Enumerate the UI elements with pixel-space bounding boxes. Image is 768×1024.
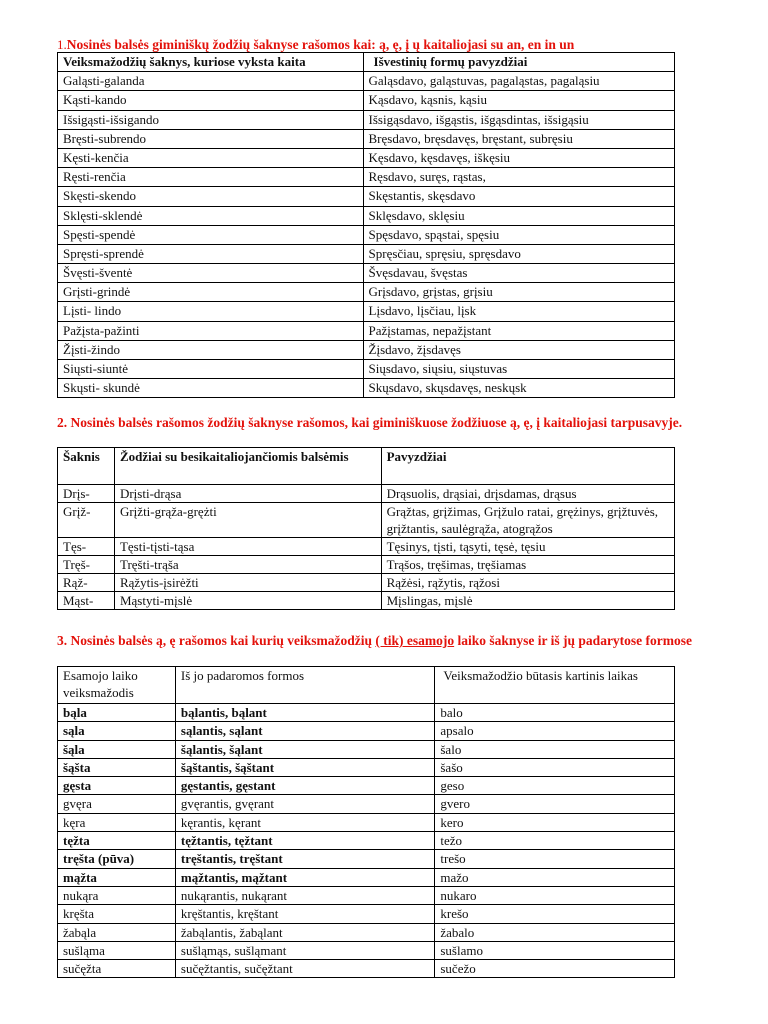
table-cell: trešo bbox=[435, 850, 675, 868]
table-row bbox=[58, 503, 675, 538]
table-cell: Siųsti-siuntė bbox=[58, 360, 364, 379]
table-cell: šąla bbox=[58, 740, 176, 758]
table-header-row bbox=[58, 448, 675, 485]
table-row bbox=[58, 206, 675, 225]
section3-heading bbox=[57, 632, 697, 649]
table-cell: šąlantis, šąlant bbox=[175, 740, 434, 758]
table-row bbox=[58, 302, 675, 321]
table-row bbox=[58, 592, 675, 610]
table-cell: Tręš- bbox=[58, 556, 115, 574]
table-cell: šašo bbox=[435, 758, 675, 776]
table-cell: Išsigąsti-išsigando bbox=[58, 110, 364, 129]
table-cell: Siųsdavo, siųsiu, siųstuvas bbox=[363, 360, 674, 379]
table-cell: Skęsti-skendo bbox=[58, 187, 364, 206]
table-cell: žabąlantis, žabąlant bbox=[175, 923, 434, 941]
table-cell: apsalo bbox=[435, 722, 675, 740]
table-cell: Pažįsta-pažinti bbox=[58, 321, 364, 340]
table-cell: Grąžtas, grįžimas, Grįžulo ratai, grężinys, grįžtuvės, grįžtantis, saulėgrąža, atogrąžos bbox=[381, 503, 674, 538]
table-row bbox=[58, 960, 675, 978]
table-row bbox=[58, 379, 675, 398]
table-header-row bbox=[58, 53, 675, 72]
section1-table-body bbox=[58, 72, 675, 398]
table-cell: krešo bbox=[435, 905, 675, 923]
table-cell: Galąsti-galanda bbox=[58, 72, 364, 91]
table-cell: sąla bbox=[58, 722, 176, 740]
section2-table bbox=[57, 447, 675, 610]
table-cell: mąžtantis, mąžtant bbox=[175, 868, 434, 886]
table-row bbox=[58, 868, 675, 886]
column-header: Iš jo padaromos formos bbox=[175, 667, 434, 704]
table-cell: Bręsti-subrendo bbox=[58, 129, 364, 148]
column-header: Žodžiai su besikaitaliojančiomis balsėmis bbox=[114, 448, 381, 485]
table-cell: Kęsdavo, kęsdavęs, iškęsiu bbox=[363, 148, 674, 167]
column-header: Esamojo laiko veiksmažodis bbox=[58, 667, 176, 704]
table-cell: Sklęsdavo, sklęsiu bbox=[363, 206, 674, 225]
table-row bbox=[58, 941, 675, 959]
table-row bbox=[58, 777, 675, 795]
table-cell: Švęsdavau, švęstas bbox=[363, 264, 674, 283]
table-cell: Žįsti-žindo bbox=[58, 340, 364, 359]
table-cell: Trąšos, tręšimas, tręšiamas bbox=[381, 556, 674, 574]
table-row bbox=[58, 360, 675, 379]
table-row bbox=[58, 485, 675, 503]
table-cell: nukąra bbox=[58, 886, 176, 904]
table-row bbox=[58, 850, 675, 868]
section3-title-underlined: ( tik) esamojo bbox=[375, 633, 455, 648]
table-cell: Skųsdavo, skųsdavęs, neskųsk bbox=[363, 379, 674, 398]
table-cell: Ręsti-renčia bbox=[58, 168, 364, 187]
table-cell: šąštantis, šąštant bbox=[175, 758, 434, 776]
table-cell: Tęsti-tįsti-tąsa bbox=[114, 538, 381, 556]
table-row bbox=[58, 538, 675, 556]
table-row bbox=[58, 244, 675, 263]
table-row bbox=[58, 795, 675, 813]
table-row bbox=[58, 813, 675, 831]
table-cell: Tęsinys, tįsti, tąsyti, tęsė, tęsiu bbox=[381, 538, 674, 556]
table-cell: nukaro bbox=[435, 886, 675, 904]
table-cell: sušląmąs, sušląmant bbox=[175, 941, 434, 959]
table-cell: bąla bbox=[58, 704, 176, 722]
table-cell: gęstantis, gęstant bbox=[175, 777, 434, 795]
table-cell: Drįsti-drąsa bbox=[114, 485, 381, 503]
table-cell: sučežo bbox=[435, 960, 675, 978]
table-row bbox=[58, 556, 675, 574]
section1-heading bbox=[57, 36, 757, 53]
table-cell: nukąrantis, nukąrant bbox=[175, 886, 434, 904]
table-row bbox=[58, 283, 675, 302]
section3-title-part: laiko šaknyse ir iš jų padarytose formose bbox=[454, 633, 693, 648]
table-cell: gvero bbox=[435, 795, 675, 813]
table-row bbox=[58, 923, 675, 941]
table-row bbox=[58, 187, 675, 206]
table-cell: Tęs- bbox=[58, 538, 115, 556]
table-cell: gvęrantis, gvęrant bbox=[175, 795, 434, 813]
section1-number: 1. bbox=[57, 37, 67, 52]
table-row bbox=[58, 574, 675, 592]
table-cell: Pažįstamas, nepažįstant bbox=[363, 321, 674, 340]
table-header-row bbox=[58, 667, 675, 704]
table-cell: Tręšti-trąša bbox=[114, 556, 381, 574]
table-cell: žabąla bbox=[58, 923, 176, 941]
table-cell: Spręsčiau, spręsiu, spręsdavo bbox=[363, 244, 674, 263]
table-cell: tęžta bbox=[58, 832, 176, 850]
table-cell: šąšta bbox=[58, 758, 176, 776]
table-row bbox=[58, 704, 675, 722]
table-row bbox=[58, 340, 675, 359]
table-cell: težo bbox=[435, 832, 675, 850]
table-row bbox=[58, 758, 675, 776]
table-cell: tęžtantis, tęžtant bbox=[175, 832, 434, 850]
table-cell: Mąst- bbox=[58, 592, 115, 610]
section3-title-part: 3. Nosinės balsės ą, ę rašomos kai kurių veiksmažodžių bbox=[57, 633, 376, 648]
table-cell: Ręsdavo, suręs, rąstas, bbox=[363, 168, 674, 187]
table-cell: Skųsti- skundė bbox=[58, 379, 364, 398]
section1-title: Nosinės balsės giminiškų žodžių šaknyse rašomos kai: ą, ę, į ų kaitaliojasi su an, en in un bbox=[66, 37, 575, 52]
table-row bbox=[58, 225, 675, 244]
table-row bbox=[58, 832, 675, 850]
table-cell: Išsigąsdavo, išgąstis, išgąsdintas, išsigąsiu bbox=[363, 110, 674, 129]
table-cell: Mąstyti-mįslė bbox=[114, 592, 381, 610]
table-cell: Žįsdavo, žįsdavęs bbox=[363, 340, 674, 359]
table-cell: Skęstantis, skęsdavo bbox=[363, 187, 674, 206]
table-cell: Grįsdavo, grįstas, grįsiu bbox=[363, 283, 674, 302]
column-header: Veiksmažodžių šaknys, kuriose vyksta kaita bbox=[58, 53, 364, 72]
section2-heading: 2. Nosinės balsės rašomos žodžių šaknyse rašomos, kai giminiškuose žodžiuose ą, ę, į kaitaliojasi tarpusavyje. bbox=[57, 415, 683, 430]
table-cell: Kąsti-kando bbox=[58, 91, 364, 110]
column-header: Išvestinių formų pavyzdžiai bbox=[363, 53, 674, 72]
table-row bbox=[58, 91, 675, 110]
table-cell: Rąžėsi, rąžytis, rąžosi bbox=[381, 574, 674, 592]
table-cell: gvęra bbox=[58, 795, 176, 813]
table-cell: kręšta bbox=[58, 905, 176, 923]
table-cell: Lįsdavo, lįsčiau, lįsk bbox=[363, 302, 674, 321]
table-cell: Bręsdavo, bręsdavęs, bręstant, subręsiu bbox=[363, 129, 674, 148]
section1-table bbox=[57, 52, 675, 398]
table-cell: kęra bbox=[58, 813, 176, 831]
table-cell: sušlamo bbox=[435, 941, 675, 959]
column-header: Šaknis bbox=[58, 448, 115, 485]
section3-table bbox=[57, 666, 675, 978]
table-cell: Galąsdavo, galąstuvas, pagaląstas, pagaląsiu bbox=[363, 72, 674, 91]
table-cell: sąlantis, sąlant bbox=[175, 722, 434, 740]
table-cell: Rąž- bbox=[58, 574, 115, 592]
table-row bbox=[58, 264, 675, 283]
table-row bbox=[58, 905, 675, 923]
table-cell: geso bbox=[435, 777, 675, 795]
table-row bbox=[58, 168, 675, 187]
column-header: Pavyzdžiai bbox=[381, 448, 674, 485]
table-cell: Švęsti-šventė bbox=[58, 264, 364, 283]
table-row bbox=[58, 722, 675, 740]
table-cell: Kęsti-kenčia bbox=[58, 148, 364, 167]
table-cell: Spęsti-spendė bbox=[58, 225, 364, 244]
table-row bbox=[58, 740, 675, 758]
table-cell: sučęžtantis, sučęžtant bbox=[175, 960, 434, 978]
table-cell: žabalo bbox=[435, 923, 675, 941]
table-row bbox=[58, 110, 675, 129]
table-cell: balo bbox=[435, 704, 675, 722]
table-cell: Rąžytis-įsirėžti bbox=[114, 574, 381, 592]
table-cell: Spręsti-sprendė bbox=[58, 244, 364, 263]
table-cell: kręštantis, kręštant bbox=[175, 905, 434, 923]
table-cell: Drįs- bbox=[58, 485, 115, 503]
table-cell: Drąsuolis, drąsiai, drįsdamas, drąsus bbox=[381, 485, 674, 503]
table-cell: Grįžti-grąža-grężti bbox=[114, 503, 381, 538]
table-row bbox=[58, 72, 675, 91]
table-cell: kęrantis, kęrant bbox=[175, 813, 434, 831]
table-row bbox=[58, 148, 675, 167]
column-header: Veiksmažodžio būtasis kartinis laikas bbox=[435, 667, 675, 704]
table-cell: Mįslingas, mįslė bbox=[381, 592, 674, 610]
table-cell: Kąsdavo, kąsnis, kąsiu bbox=[363, 91, 674, 110]
table-cell: Grįž- bbox=[58, 503, 115, 538]
table-row bbox=[58, 321, 675, 340]
table-row bbox=[58, 129, 675, 148]
table-cell: Grįsti-grindė bbox=[58, 283, 364, 302]
section3-table-body bbox=[58, 704, 675, 978]
table-cell: Sklęsti-sklendė bbox=[58, 206, 364, 225]
table-cell: kero bbox=[435, 813, 675, 831]
table-cell: bąlantis, bąlant bbox=[175, 704, 434, 722]
table-cell: šalo bbox=[435, 740, 675, 758]
table-cell: mąžta bbox=[58, 868, 176, 886]
table-cell: Spęsdavo, spąstai, spęsiu bbox=[363, 225, 674, 244]
table-cell: mažo bbox=[435, 868, 675, 886]
table-cell: tręšta (pūva) bbox=[58, 850, 176, 868]
table-cell: tręštantis, tręštant bbox=[175, 850, 434, 868]
table-cell: gęsta bbox=[58, 777, 176, 795]
section2-table-body bbox=[58, 485, 675, 610]
table-cell: sušląma bbox=[58, 941, 176, 959]
table-cell: sučęžta bbox=[58, 960, 176, 978]
table-row bbox=[58, 886, 675, 904]
table-cell: Lįsti- lindo bbox=[58, 302, 364, 321]
